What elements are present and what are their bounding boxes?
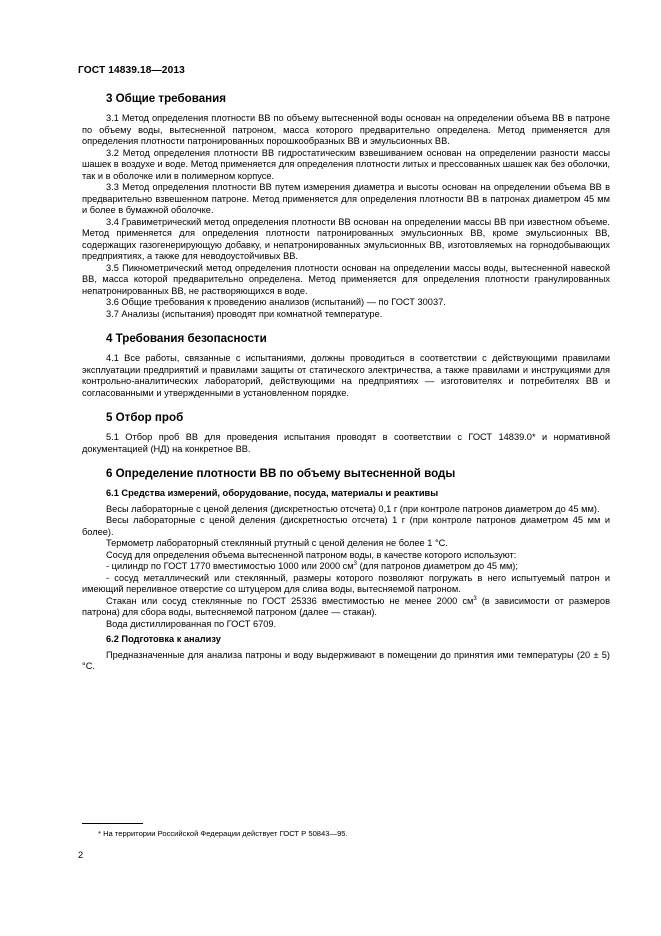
document-header: ГОСТ 14839.18—2013: [78, 65, 185, 76]
list-item: [82, 561, 610, 573]
paragraph: [82, 596, 610, 619]
paragraph: Вода дистиллированная по ГОСТ 6709.: [106, 618, 277, 629]
paragraph: 3.7 Анализы (испытания) проводят при комнатной температуре.: [106, 308, 383, 319]
subsection-heading: 6.2 Подготовка к анализу: [106, 634, 221, 644]
page-number: 2: [78, 850, 84, 860]
section-heading: 4 Требования безопасности: [106, 332, 267, 345]
paragraph: 3.4 Гравиметрический метод определения плотности ВВ основан на определении массы ВВ при известном объеме. Метод применяется для определения плотности патронированных эмульсионных ВВ, кроме эмульсионных ВВ, содержащих газогенерирующую добавку, и непатронированных эмульсионных ВВ, изготовляемых на горнодобывающих предприятиях, а также для неводоустойчивых ВВ.: [82, 216, 610, 261]
paragraph: 4.1 Все работы, связанные с испытаниями, должны проводиться в соответствии с действующими правилами эксплуатации предприятий и правилами защиты от статического электричества, а также правилами и инструкциями для контрольно-аналитических лабораторий, действующими на предприятиях — изготовителях и потребителях ВВ и согласованными и утвержденными в установленном порядке.: [82, 353, 610, 398]
section-heading: 6 Определение плотности ВВ по объему вытесненной воды: [106, 467, 456, 480]
paragraph: 3.5 Пикнометрический метод определения плотности основан на определении массы воды, вытесненной навеской ВВ, масса которой предварительно определена. Метод применяется для определения плотности гранулированных непатронированных ВВ, не растворяющихся в воде.: [82, 262, 610, 296]
superscript: 3: [473, 595, 477, 602]
list-item-text: - цилиндр по ГОСТ 1770 вместимостью 1000 или 2000 см: [106, 561, 354, 571]
paragraph: 5.1 Отбор проб ВВ для проведения испытания проводят в соответствии с ГОСТ 14839.0* и нормативной документацией (НД) на конкретное ВВ.: [82, 432, 610, 454]
paragraph: Весы лабораторные с ценой деления (дискретностью отсчета) 0,1 г (при контроле патронов диаметром до 45 мм).: [106, 503, 600, 514]
paragraph: Предназначенные для анализа патроны и воду выдерживают в помещении до принятия ими температуры (20 ± 5) °С.: [82, 649, 610, 671]
paragraph: 3.1 Метод определения плотности ВВ по объему вытесненной воды основан на определении объема ВВ в патроне по объему воды, вытесненной патроном, масса которого предварительно определена. Метод применяется для определения плотности патронированных порошкообразных ВВ и эмульсионных ВВ.: [82, 113, 610, 146]
list-item: - сосуд металлический или стеклянный, размеры которого позволяют погружать в него испытуемый патрон и имеющий переливное отверстие со штуцером для слива воды, вытесняемой патроном.: [82, 572, 610, 594]
section-4: [82, 332, 610, 399]
footnote-divider: [82, 823, 143, 824]
section-5: [82, 411, 610, 455]
section-heading: 3 Общие требования: [106, 92, 227, 105]
paragraph-text-tail: (в зависимости от размеров патрона) для сбора воды, вытесняемой патроном (далее — стакан).: [82, 595, 610, 617]
paragraph: Весы лабораторные с ценой деления (дискретностью отсчета) 1 г (при контроле патронов диаметром 45 мм и более).: [82, 515, 610, 537]
superscript: 3: [353, 560, 358, 567]
subsection-heading: 6.1 Средства измерений, оборудование, посуда, материалы и реактивы: [106, 488, 439, 498]
paragraph: Термометр лабораторный стеклянный ртутный с ценой деления не более 1 °С.: [106, 538, 448, 548]
section-heading: 5 Отбор проб: [106, 411, 184, 424]
footnote: * На территории Российской Федерации действует ГОСТ Р 50843—95.: [98, 829, 348, 838]
document-body: [82, 92, 610, 673]
section-3: [82, 92, 610, 320]
list-item-text-tail: (для патронов диаметром до 45 мм);: [357, 561, 518, 571]
paragraph: 3.6 Общие требования к проведению анализов (испытаний) — по ГОСТ 30037.: [106, 297, 446, 307]
paragraph: 3.2 Метод определения плотности ВВ гидростатическим взвешиванием основан на определении разности массы шашек в воздухе и воде. Метод применяется для определения плотности литых и прессованных шашек как без оболочки, так и в оболочке или в полимерном корпусе.: [82, 147, 610, 181]
paragraph-text: Стакан или сосуд стеклянные по ГОСТ 25336 вместимостью не менее 2000 см: [106, 595, 474, 606]
paragraph: Сосуд для определения объема вытесненной патроном воды, в качестве которого используют:: [106, 549, 517, 560]
section-6: [82, 467, 610, 673]
paragraph: 3.3 Метод определения плотности ВВ путем измерения диаметра и высоты основан на определении объема ВВ в предварительно взвешенном патроне. Метод применяется для определения плотности ВВ в патронах диаметром 45 мм и более в бумажной оболочке.: [82, 182, 610, 215]
